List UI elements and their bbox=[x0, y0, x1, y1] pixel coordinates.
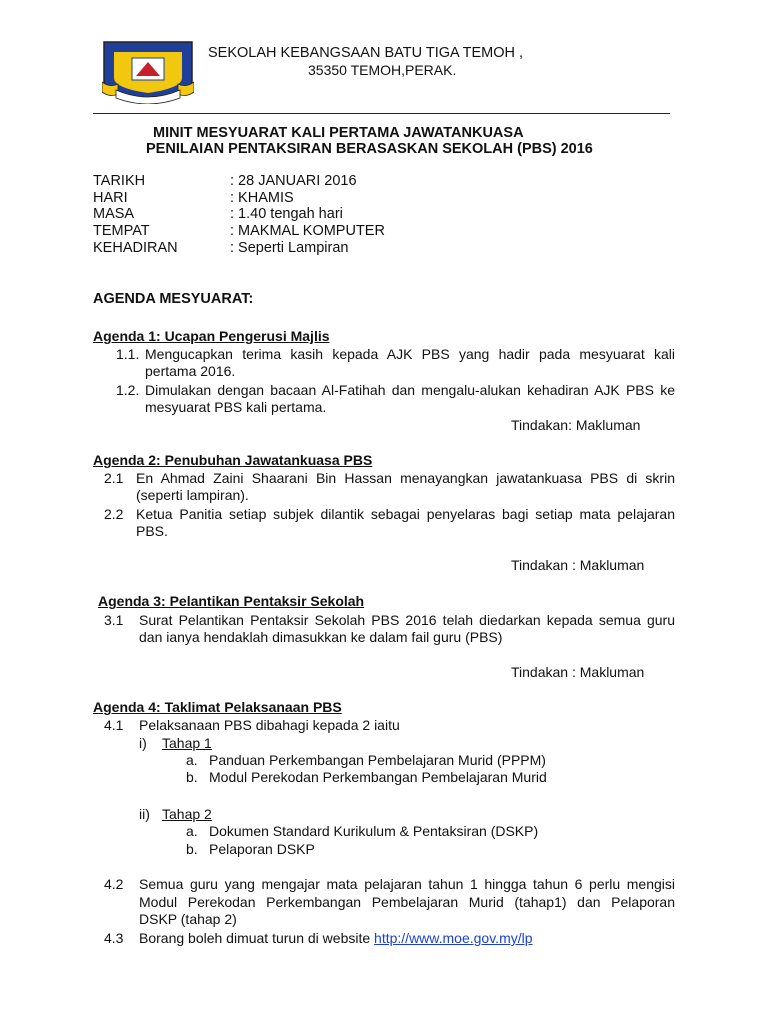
item-number: 3.1 bbox=[104, 612, 124, 628]
meta-value: : 28 JANUARI 2016 bbox=[230, 173, 357, 189]
item-text: En Ahmad Zaini Shaarani Bin Hassan menayangkan jawatankuasa PBS di skrin bbox=[136, 470, 675, 486]
sub-item-text: Pelaporan DSKP bbox=[209, 841, 315, 857]
action-note: Tindakan: Makluman bbox=[511, 417, 641, 433]
meta-value: : MAKMAL KOMPUTER bbox=[230, 223, 385, 239]
item-text-43 bbox=[139, 930, 533, 947]
item-number: 2.2 bbox=[104, 506, 124, 522]
meta-label: TEMPAT bbox=[93, 223, 150, 239]
item-text: dan ianya hendaklah dimasukkan ke dalam fail guru (PBS) bbox=[139, 629, 503, 645]
action-note: Tindakan : Makluman bbox=[511, 557, 645, 573]
sub-letter: b. bbox=[186, 841, 198, 857]
school-name: SEKOLAH KEBANGSAAN BATU TIGA TEMOH , bbox=[208, 45, 524, 61]
item-text: Ketua Panitia setiap subjek dilantik sebagai penyelaras bagi setiap mata pelajaran bbox=[136, 506, 675, 522]
item-text: pertama 2016. bbox=[145, 363, 236, 379]
roman-numeral: i) bbox=[139, 735, 147, 751]
roman-numeral: ii) bbox=[139, 806, 150, 822]
item-number: 2.1 bbox=[104, 470, 124, 486]
item-text: Semua guru yang mengajar mata pelajaran tahun 1 hingga tahun 6 perlu mengisi bbox=[139, 876, 675, 892]
item-text: Pelaksanaan PBS dibahagi kepada 2 iaitu bbox=[139, 717, 400, 733]
agenda2-heading: Agenda 2: Penubuhan Jawatankuasa PBS bbox=[93, 452, 373, 468]
sub-item-text: Dokumen Standard Kurikulum & Pentaksiran (DSKP) bbox=[209, 823, 539, 839]
doc-title-line2: PENILAIAN PENTAKSIRAN BERASASKAN SEKOLAH (PBS) 2016 bbox=[146, 141, 593, 157]
item-number: 1.2. bbox=[116, 382, 140, 398]
item-number: 4.2 bbox=[104, 876, 124, 892]
item-number: 4.1 bbox=[104, 717, 124, 733]
item-text: DSKP (tahap 2) bbox=[139, 911, 237, 927]
meta-label: HARI bbox=[93, 190, 128, 206]
school-address: 35350 TEMOH,PERAK. bbox=[308, 62, 457, 78]
item-text: Modul Perekodan Perkembangan Pembelajaran Murid (tahap1) dan Pelaporan bbox=[139, 894, 675, 910]
sub-letter: a. bbox=[186, 752, 198, 768]
item-text: Dimulakan dengan bacaan Al-Fatihah dan mengalu-alukan kehadiran AJK PBS ke bbox=[145, 382, 675, 398]
agenda-heading: AGENDA MESYUARAT: bbox=[93, 291, 254, 307]
tahap2-label: Tahap 2 bbox=[162, 806, 212, 822]
sub-item-text: Modul Perekodan Perkembangan Pembelajaran Murid bbox=[209, 769, 547, 785]
meta-label: MASA bbox=[93, 206, 135, 222]
item-text: Borang boleh dimuat turun di website bbox=[139, 930, 375, 946]
agenda4-heading: Agenda 4: Taklimat Pelaksanaan PBS bbox=[93, 699, 342, 715]
item-number: 4.3 bbox=[104, 930, 124, 946]
sub-item-text: Panduan Perkembangan Pembelajaran Murid (PPPM) bbox=[209, 752, 546, 768]
item-text: Mengucapkan terima kasih kepada AJK PBS yang hadir pada mesyuarat kali bbox=[145, 346, 675, 362]
item-text: (seperti lampiran). bbox=[136, 487, 249, 503]
header-divider bbox=[93, 113, 670, 114]
tahap1-label: Tahap 1 bbox=[162, 735, 212, 751]
action-note: Tindakan : Makluman bbox=[511, 664, 645, 680]
item-text: Surat Pelantikan Pentaksir Sekolah PBS 2016 telah diedarkan kepada semua guru bbox=[139, 612, 675, 628]
meta-label: KEHADIRAN bbox=[93, 240, 178, 256]
item-text: PBS. bbox=[136, 523, 168, 539]
agenda1-heading: Agenda 1: Ucapan Pengerusi Majlis bbox=[93, 328, 330, 344]
doc-title-line1: MINIT MESYUARAT KALI PERTAMA JAWATANKUASA bbox=[153, 125, 524, 141]
item-number: 1.1. bbox=[116, 346, 140, 362]
meta-value: : 1.40 tengah hari bbox=[230, 206, 343, 222]
school-logo bbox=[102, 38, 194, 104]
agenda3-heading: Agenda 3: Pelantikan Pentaksir Sekolah bbox=[98, 593, 365, 609]
meta-value: : Seperti Lampiran bbox=[230, 240, 349, 256]
meta-label: TARIKH bbox=[93, 173, 146, 189]
meta-value: : KHAMIS bbox=[230, 190, 294, 206]
sub-letter: b. bbox=[186, 769, 198, 785]
sub-letter: a. bbox=[186, 823, 198, 839]
item-text: mesyuarat PBS kali pertama. bbox=[145, 399, 327, 415]
moe-website-link[interactable]: http://www.moe.gov.my/lp bbox=[374, 930, 533, 946]
